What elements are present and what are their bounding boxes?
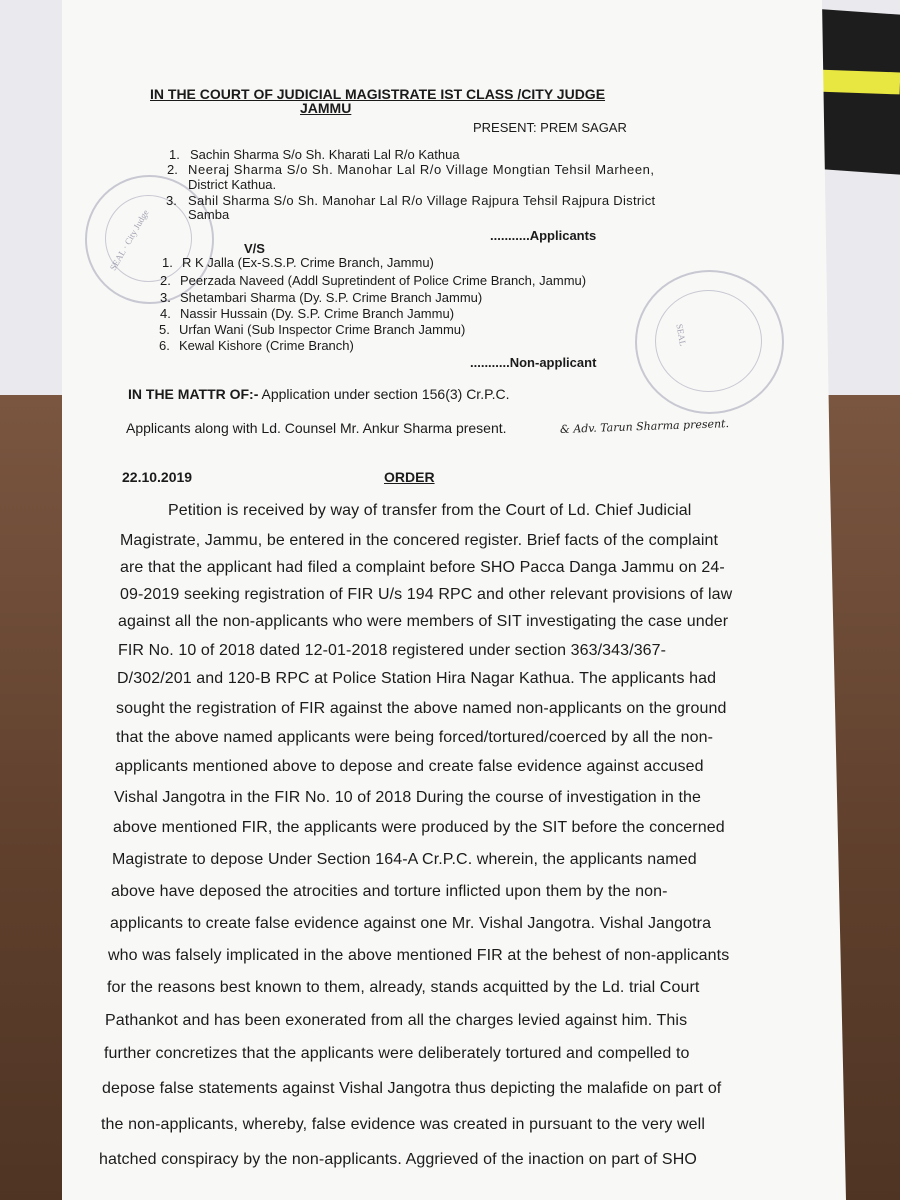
handwritten-note: & Adv. Tarun Sharma present. (559, 417, 730, 436)
non-applicant-2-num: 2. (160, 273, 171, 288)
applicant-1: Sachin Sharma S/o Sh. Kharati Lal R/o Kathua (190, 147, 460, 162)
order-line-1: Petition is received by way of transfer from the Court of Ld. Chief Judicial (168, 502, 692, 519)
order-line-6: FIR No. 10 of 2018 dated 12-01-2018 registered under section 363/343/367- (118, 642, 667, 659)
applicant-2-line2: District Kathua. (188, 177, 277, 192)
applicant-2-num: 2. (167, 162, 178, 177)
order-line-4: 09-2019 seeking registration of FIR U/s 194 RPC and other relevant provisions of law (120, 586, 733, 603)
order-line-18: Pathankot and has been exonerated from all the charges levied against him. This (105, 1012, 688, 1029)
court-seal-left-text: SEAL · City Judge (107, 207, 151, 273)
non-applicant-3-num: 3. (160, 290, 171, 305)
order-line-20: depose false statements against Vishal Jangotra thus depicting the malafide on part of (102, 1080, 722, 1097)
matter-line (128, 386, 510, 402)
present-judge: PRESENT: PREM SAGAR (473, 120, 627, 135)
order-line-10: applicants mentioned above to depose and create false evidence against accused (115, 758, 704, 775)
order-line-19: further concretizes that the applicants were deliberately tortured and compelled to (104, 1045, 690, 1062)
non-applicant-6-num: 6. (159, 338, 170, 353)
order-title: ORDER (384, 469, 435, 485)
non-applicant-4-num: 4. (160, 306, 171, 321)
order-line-11: Vishal Jangotra in the FIR No. 10 of 2018 During the course of investigation in the (114, 789, 702, 806)
non-applicant-5-num: 5. (159, 322, 170, 337)
non-applicant-2: Peerzada Naveed (Addl Supretindent of Police Crime Branch, Jammu) (180, 273, 587, 288)
non-applicant-1: R K Jalla (Ex-S.S.P. Crime Branch, Jammu) (182, 255, 434, 270)
applicant-1-num: 1. (169, 147, 180, 162)
court-heading: IN THE COURT OF JUDICIAL MAGISTRATE IST CLASS /CITY JUDGE (150, 86, 606, 102)
order-line-17: for the reasons best known to them, already, stands acquitted by the Ld. trial Court (107, 979, 700, 996)
order-line-2: Magistrate, Jammu, be entered in the concered register. Brief facts of the complaint (120, 532, 719, 549)
order-line-22: hatched conspiracy by the non-applicants. Aggrieved of the inaction on part of SHO (99, 1151, 697, 1168)
order-line-13: Magistrate to depose Under Section 164-A Cr.P.C. wherein, the applicants named (112, 851, 697, 868)
order-line-21: the non-applicants, whereby, false evidence was created in pursuant to the very well (101, 1116, 705, 1133)
applicant-2-line1: Neeraj Sharma S/o Sh. Manohar Lal R/o Village Mongtian Tehsil Marheen, (188, 162, 655, 177)
versus-label: V/S (244, 241, 265, 256)
order-line-5: against all the non-applicants who were members of SIT investigating the case under (118, 613, 729, 630)
non-applicant-5: Urfan Wani (Sub Inspector Crime Branch Jammu) (179, 322, 466, 337)
applicant-3-line1: Sahil Sharma S/o Sh. Manohar Lal R/o Village Rajpura Tehsil Rajpura District (188, 193, 656, 208)
order-line-3: are that the applicant had filed a complaint before SHO Pacca Danga Jammu on 24- (120, 559, 725, 576)
order-line-9: that the above named applicants were being forced/tortured/coerced by all the non- (116, 729, 714, 746)
non-applicant-4: Nassir Hussain (Dy. S.P. Crime Branch Jammu) (180, 306, 455, 321)
order-date: 22.10.2019 (122, 469, 193, 485)
non-applicant-3: Shetambari Sharma (Dy. S.P. Crime Branch Jammu) (180, 290, 483, 305)
order-line-14: above have deposed the atrocities and torture inflicted upon them by the non- (111, 883, 668, 900)
order-line-7: D/302/201 and 120-B RPC at Police Station Hira Nagar Kathua. The applicants had (117, 670, 717, 687)
matter-text: Application under section 156(3) Cr.P.C. (258, 386, 510, 402)
applicant-3-num: 3. (166, 193, 177, 208)
order-line-16: who was falsely implicated in the above mentioned FIR at the behest of non-applicants (108, 947, 730, 964)
court-seal-right-text: SEAL (674, 323, 689, 347)
applicants-label: ...........Applicants (490, 228, 597, 243)
appearance-line: Applicants along with Ld. Counsel Mr. Ankur Sharma present. (126, 420, 507, 436)
non-applicant-label: ...........Non-applicant (470, 355, 597, 370)
order-line-12: above mentioned FIR, the applicants were produced by the SIT before the concerned (113, 819, 725, 836)
court-seal-right-inner (655, 290, 762, 392)
non-applicant-1-num: 1. (162, 255, 173, 270)
applicant-3-line2: Samba (188, 207, 230, 222)
court-city: JAMMU (300, 100, 352, 116)
matter-label: IN THE MATTR OF:- (128, 386, 259, 402)
non-applicant-6: Kewal Kishore (Crime Branch) (179, 338, 354, 353)
order-line-15: applicants to create false evidence against one Mr. Vishal Jangotra. Vishal Jangotra (110, 915, 712, 932)
order-line-8: sought the registration of FIR against the above named non-applicants on the ground (116, 700, 727, 717)
